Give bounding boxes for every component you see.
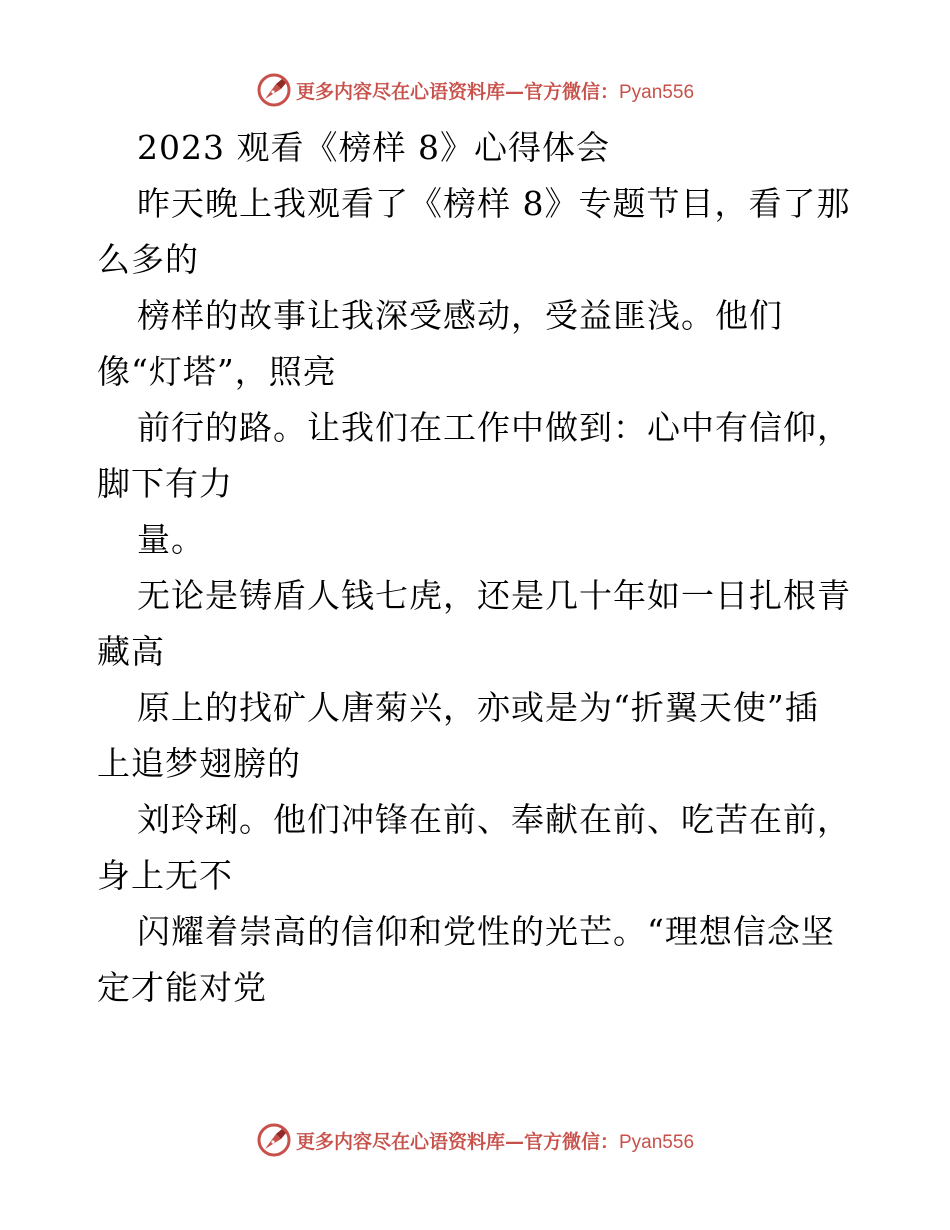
- text-line: 原上的找矿人唐菊兴，亦或是为“折翼天使”插: [137, 688, 819, 727]
- text-line: 闪耀着崇高的信仰和党性的光芒。“理想信念坚: [137, 912, 835, 951]
- text-line: 前行的路。让我们在工作中做到：心中有信仰，: [137, 408, 851, 447]
- text-line: 榜样的故事让我深受感动，受益匪浅。他们: [137, 296, 783, 335]
- document-title: 2023 观看《榜样 8》心得体会: [137, 128, 610, 167]
- text-line: 刘玲琍。他们冲锋在前、奉献在前、吃苦在前，: [137, 800, 851, 839]
- text-line: 身上无不: [97, 856, 233, 895]
- banner-main-text: 更多内容尽在心语资料库—官方微信：: [295, 1130, 619, 1153]
- text-line: 像“灯塔”，照亮: [97, 352, 337, 391]
- text-line: 么多的: [97, 240, 199, 279]
- document-body: [97, 120, 857, 1016]
- header-banner: [0, 70, 950, 110]
- header-banner-inner: [256, 72, 694, 108]
- pen-nib-circle-icon: [256, 72, 292, 108]
- text-line: 昨天晚上我观看了《榜样 8》专题节目，看了那: [137, 184, 851, 223]
- pen-nib-circle-icon: [256, 1122, 292, 1158]
- banner-wechat-id: Pyan556: [619, 81, 695, 103]
- footer-banner-inner: [256, 1122, 694, 1158]
- banner-text: [296, 77, 694, 104]
- footer-banner: [0, 1120, 950, 1160]
- text-line: 量。: [137, 520, 205, 559]
- banner-main-text: 更多内容尽在心语资料库—官方微信：: [295, 80, 619, 103]
- text-line: 无论是铸盾人钱七虎，还是几十年如一日扎根青: [137, 576, 851, 615]
- banner-text: [296, 1127, 694, 1154]
- text-line: 脚下有力: [97, 464, 233, 503]
- text-line: 定才能对党: [97, 968, 267, 1007]
- banner-wechat-id: Pyan556: [619, 1131, 695, 1153]
- text-line: 上追梦翅膀的: [97, 744, 301, 783]
- text-line: 藏高: [97, 632, 165, 671]
